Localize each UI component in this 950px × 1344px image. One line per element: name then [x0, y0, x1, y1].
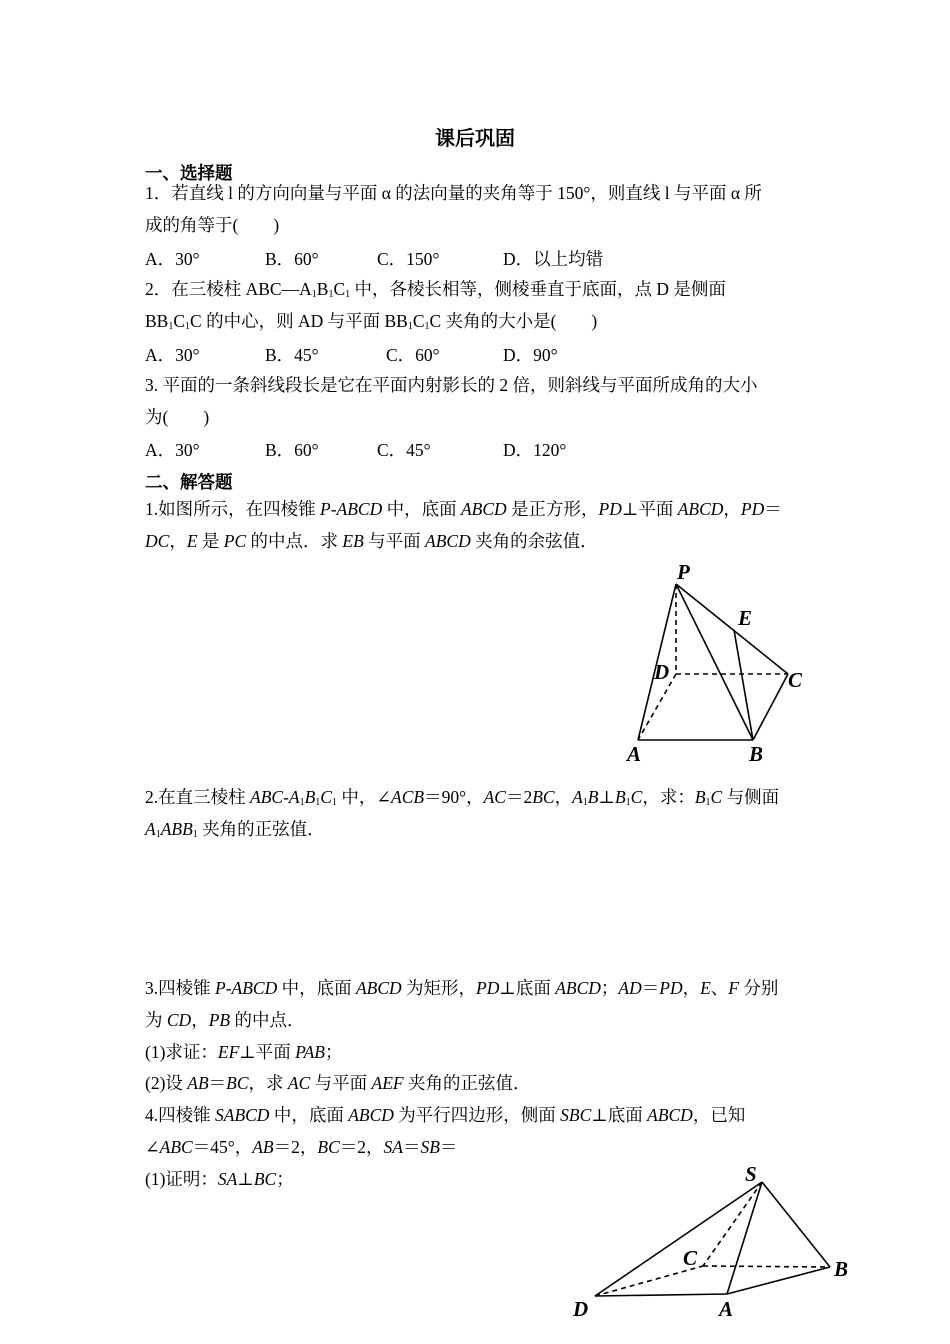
- label-a: A: [627, 742, 642, 766]
- p2-line2: $A_1ABB_1$ 夹角的正弦值．: [145, 819, 325, 840]
- edge-ab: [727, 1267, 830, 1294]
- q2-line2: $BB_1C_1C$ 的中心，则 AD 与平面 $BB_1C_1C$ 夹角的大小是( ): [145, 311, 598, 332]
- q3-option-d: D．120°: [503, 440, 567, 460]
- label-p: P: [677, 560, 690, 584]
- p3-sub2: (2)设 AB＝BC，求 AC 与平面 AEF 夹角的正弦值．: [145, 1073, 531, 1093]
- edge-sc-hidden: [703, 1182, 762, 1266]
- p1-line2: DC，E 是 PC 的中点．求 EB 与平面 ABCD 夹角的余弦值．: [145, 531, 598, 551]
- edge-sb: [762, 1182, 830, 1267]
- label-a: A: [719, 1297, 734, 1321]
- edge-sa: [727, 1182, 762, 1294]
- q2-option-b: B．45°: [265, 345, 319, 365]
- label-d: D: [573, 1297, 589, 1321]
- edge-pc: [676, 584, 788, 674]
- q1-line2: 成的角等于( ): [145, 215, 280, 235]
- edge-sd: [595, 1182, 762, 1296]
- q3-option-b: B．60°: [265, 440, 319, 460]
- p3-line2: 为 CD，PB 的中点．: [145, 1010, 305, 1030]
- q1-option-b: B．60°: [265, 249, 319, 269]
- q2-line1: 2．在三棱柱 $ABC—A_1B_1C_1$ 中，各棱长相等，侧棱垂直于底面，点 D 是侧面: [145, 279, 726, 300]
- q2-option-d: D．90°: [503, 345, 558, 365]
- label-c: C: [788, 668, 803, 692]
- p4-sub1: (1)证明：SA⊥BC；: [145, 1169, 294, 1189]
- pyramid-figure-1: [620, 558, 820, 773]
- p3-line1: 3.四棱锥 P-ABCD 中，底面 ABCD 为矩形，PD⊥底面 ABCD；AD＝PD，E、F 分别: [145, 978, 779, 998]
- q1-option-c: C．150°: [377, 249, 440, 269]
- label-e: E: [738, 606, 753, 630]
- p3-sub1: (1)求证：EF⊥平面 PAB；: [145, 1042, 343, 1062]
- pyramid-figure-2: [565, 1156, 865, 1342]
- label-c: C: [683, 1246, 698, 1270]
- q1-line1: 1．若直线 l 的方向向量与平面 α 的法向量的夹角等于 150°，则直线 l 与平面 α 所: [145, 183, 762, 203]
- q2-option-a: A．30°: [145, 345, 200, 365]
- label-d: D: [654, 660, 670, 684]
- label-b: B: [834, 1257, 849, 1281]
- p1-line1: 1.如图所示，在四棱锥 P-ABCD 中，底面 ABCD 是正方形，PD⊥平面 ABCD，PD＝: [145, 499, 782, 519]
- q3-line2: 为( ): [145, 407, 210, 427]
- edge-bc: [753, 674, 788, 740]
- page-title: 课后巩固: [435, 128, 515, 150]
- q3-line1: 3. 平面的一条斜线段长是它在平面内射影长的 2 倍，则斜线与平面所成角的大小: [145, 375, 758, 395]
- edge-da: [595, 1294, 727, 1296]
- q3-option-a: A．30°: [145, 440, 200, 460]
- edge-cb-hidden: [703, 1266, 830, 1267]
- p2-line1: 2.在直三棱柱 ABC-$A_1B_1C_1$ 中，∠ACB＝90°，AC＝2BC，$A_1B\perp B_1C$，求：$B_1C$ 与侧面: [145, 787, 780, 808]
- q3-option-c: C．45°: [377, 440, 431, 460]
- p4-line1: 4.四棱锥 SABCD 中，底面 ABCD 为平行四边形，侧面 SBC⊥底面 ABCD，已知: [145, 1105, 746, 1125]
- label-b: B: [749, 742, 764, 766]
- p4-line2: ∠ABC＝45°，AB＝2，BC＝2，SA＝SB＝: [145, 1137, 458, 1157]
- edge-dc-hidden: [595, 1266, 703, 1296]
- section-answer-heading: 二、解答题: [145, 472, 233, 492]
- q1-option-d: D．以上均错: [503, 249, 604, 269]
- edge-eb: [734, 630, 753, 740]
- q2-option-c: C．60°: [386, 345, 440, 365]
- label-s: S: [745, 1162, 757, 1186]
- section-choice-heading: 一、选择题: [145, 163, 233, 183]
- q1-option-a: A．30°: [145, 249, 200, 269]
